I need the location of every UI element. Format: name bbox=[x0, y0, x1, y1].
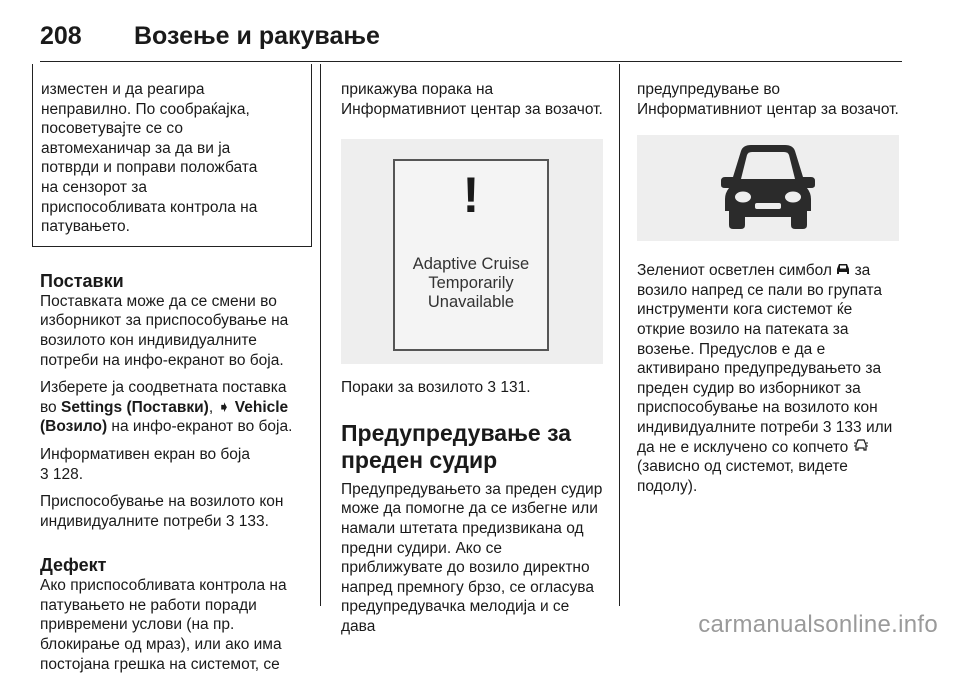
note-line: приспособливата контрола на bbox=[41, 198, 258, 216]
text-run: Информативен екран во боја bbox=[40, 445, 250, 463]
text-run: Изберете ја соодветната поставка во bbox=[40, 379, 287, 416]
text-run: Зелениот осветлен симбол bbox=[637, 262, 837, 280]
column-divider-1 bbox=[320, 64, 321, 606]
display-line: Adaptive Cruise bbox=[412, 255, 530, 274]
dic-message-illustration bbox=[341, 139, 603, 364]
vehicle-ahead-icon bbox=[719, 141, 817, 235]
note-line: неправилно. По сообраќајка, bbox=[41, 100, 250, 118]
collision-alert-button-icon bbox=[853, 438, 869, 458]
watermark: carmanualsonline.info bbox=[698, 611, 938, 638]
section-heading bbox=[341, 420, 603, 474]
fault-paragraph: Ако приспособливата контрола на патувањето не работи поради привремени услови (на пр. блокирање од мраз), или ако има постојана грешка на системот, се bbox=[40, 577, 287, 673]
column-2 bbox=[341, 64, 603, 645]
settings-paragraph-1: Поставката може да се смени во изборникот за приспособување на возилото кон индивидуалните потреби на инфо-екранот во боја. bbox=[40, 292, 289, 369]
heading-line: преден судир bbox=[341, 446, 498, 473]
heading-line: Предупредување за bbox=[341, 419, 572, 446]
note-line: патувањето. bbox=[41, 218, 130, 236]
fault-heading: Дефект bbox=[40, 555, 107, 576]
warning-exclamation-icon: ! bbox=[462, 167, 480, 224]
chapter-title: Возење и ракување bbox=[134, 22, 380, 50]
note-box bbox=[32, 64, 312, 247]
note-line: на сензорот за bbox=[41, 178, 148, 196]
note-line: потврди и поправи положбата bbox=[41, 159, 258, 177]
messages-reference: Пораки за возилото 3 131. bbox=[341, 379, 531, 397]
column-3 bbox=[637, 64, 899, 504]
text-run: за возило напред се пали во групата инструменти кога системот ќе открие возило на патеката за возење. Предуслов е да е активирано предупредувањето за преден судир во изборникот за приспособување на возилото кон индивидуалните потреби 3 133 или да не е исклучено со копчето bbox=[637, 262, 893, 456]
settings-menu-label: Settings (Поставки) bbox=[61, 398, 209, 416]
settings-paragraph-2 bbox=[40, 378, 302, 437]
note-line: изместен и да реагира bbox=[41, 81, 205, 98]
text-run: (зависно од системот, видете подолу). bbox=[637, 458, 848, 495]
column-1 bbox=[40, 64, 302, 682]
continued-text: прикажува порака на Информативниот центар за возачот. bbox=[341, 81, 603, 118]
page-reference: 3 128. bbox=[40, 465, 84, 483]
column-divider-2 bbox=[619, 64, 620, 606]
page-header bbox=[40, 14, 920, 54]
page-number: 208 bbox=[40, 22, 82, 50]
indicator-paragraph bbox=[637, 261, 899, 496]
vehicle-ahead-symbol-icon bbox=[836, 261, 850, 281]
note-line: посоветувајте се со bbox=[41, 120, 183, 138]
arrow-icon: , ➧ bbox=[208, 398, 235, 416]
settings-heading: Поставки bbox=[40, 270, 124, 291]
collision-warning-paragraph: Предупредувањето за преден судир може да помогне да се избегне или намали штетата предизвикана од предни судири. Ако се приближувате до возило директно напред премногу брзо, се огласува предупредувачка мелодија и се дава bbox=[341, 480, 603, 635]
note-line: автомеханичар за да ви ја bbox=[41, 139, 231, 157]
settings-paragraph-3 bbox=[40, 445, 302, 484]
display-line: Unavailable bbox=[427, 293, 515, 312]
vehicle-ahead-illustration bbox=[637, 135, 899, 241]
continued-text: предупредување во Информативниот центар за возачот. bbox=[637, 81, 899, 118]
header-divider bbox=[40, 61, 902, 62]
vehicle-menu-label: Vehicle (Возило) bbox=[40, 398, 289, 436]
display-screen bbox=[393, 159, 549, 351]
text-run: на инфо-екранот во боја. bbox=[107, 418, 293, 436]
settings-paragraph-4: Приспособување на возилото кон индивидуалните потреби 3 133. bbox=[40, 493, 284, 530]
display-line: Temporarily bbox=[428, 274, 514, 293]
display-message bbox=[395, 255, 547, 312]
